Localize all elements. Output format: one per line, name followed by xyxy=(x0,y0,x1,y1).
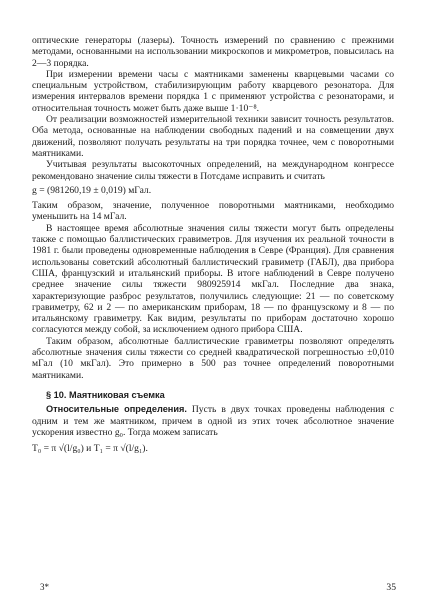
paragraph: Таким образом, абсолютные баллистические гравиметры позволяют определять абсолютные значения силы тяжести со средней квадратической погрешностью ±0,010 мГал (10 мкГал). Это примерно в 500 раз точнее определений поворотными маятниками. xyxy=(32,335,394,381)
paragraph: Таким образом, значение, полученное поворотными маятниками, необходимо уменьшить на 14 мГал. xyxy=(32,200,394,223)
section-text: Пусть в двух точках проведены наблюдения с одним и тем же маятником, причем в одной из этих точек абсолютное значение ускорения известно g₀. Тогда можем записать xyxy=(32,404,394,438)
paragraph: Учитывая результаты высокоточных определений, на международном конгрессе рекомендовано значение силы тяжести в Потсдаме исправить и считать xyxy=(32,159,394,182)
runin-title: Относительные определения. xyxy=(46,404,187,415)
paragraph: В настоящее время абсолютные значения силы тяжести могут быть определены также с помощью баллистических гравиметров. Для изучения их реальной точности в 1981 г. были проведены одновременные наблюдения в Севре (Франция). Для сравнения использованы советский абсолютный баллистический гравиметр (ГАБЛ), два прибора США, французский и итальянский приборы. В итоге наблюдений в Севре получено среднее значение силы тяжести 980925914 мкГал. Последние два знака, характеризующие разброс результатов, получились следующие: 21 — по советскому гравиметру, 62 и 2 — по американским приборам, 18 — по французскому и 8 — по итальянскому гравиметру. Как видим, результаты по приборам достаточно хорошо согласуются между собой, за исключением одного прибора США. xyxy=(32,222,394,336)
section-paragraph xyxy=(32,404,394,438)
paragraph: От реализации возможностей измерительной техники зависит точность результатов. Оба метода, основанные на наблюдении свободных падений и на совмещении двух движений, позволяют получать результаты на три порядка точнее, чем с поворотными маятниками. xyxy=(32,114,394,159)
paragraph: При измерении времени часы с маятниками заменены кварцевыми часами со специальным устройством, стабилизирующим работу кварцевого резонатора. Для измерения интервалов времени порядка 1 с применяют устройства с резонаторами, и относительная точность может быть даже выше 1·10⁻⁸. xyxy=(32,68,394,114)
paragraph: оптические генераторы (лазеры). Точность измерений по сравнению с прежними методами, основанными на использовании микроскопов и микрометров, повысилась на 2—3 порядка. xyxy=(32,35,394,69)
section-heading: § 10. Маятниковая съемка xyxy=(46,389,165,400)
formula-potsdam: g = (981260,19 ± 0,019) мГал. xyxy=(32,184,152,196)
page-number: 35 xyxy=(386,582,396,593)
signature-mark: 3* xyxy=(40,582,49,592)
formula-periods: T₀ = π √(l/g₀) и T₁ = π √(l/g₁). xyxy=(32,443,148,455)
body-text xyxy=(32,35,394,454)
